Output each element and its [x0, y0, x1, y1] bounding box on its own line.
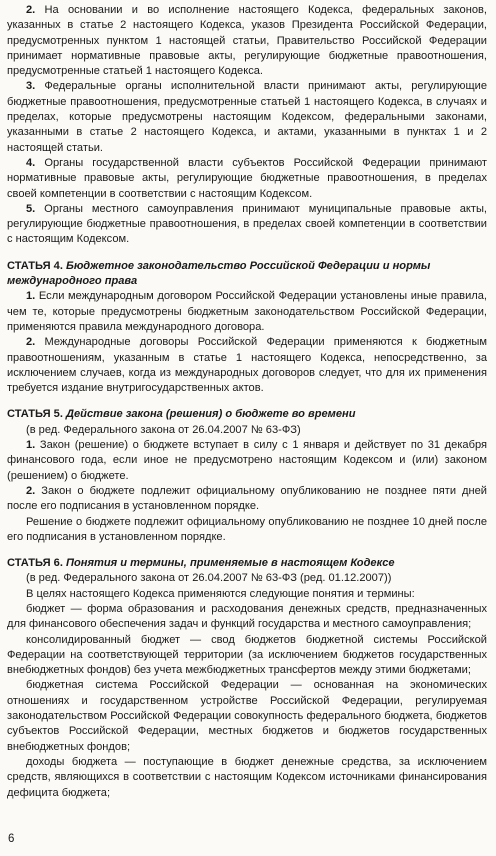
article-5-body [7, 438, 487, 545]
article-6-body [7, 587, 487, 801]
paragraph-number: 1. [26, 439, 36, 452]
article-6-edit-note: (в ред. Федерального закона от 26.04.2007 № 63-ФЗ (ред. 01.12.2007)) [26, 572, 392, 585]
paragraph-text: Решение о бюджете подлежит официальному опубликованию не позднее 10 дней после его подписания в установленном порядке. [7, 515, 487, 543]
article-6 [7, 556, 487, 801]
paragraph [7, 678, 487, 754]
paragraph-number: 2. [26, 336, 36, 349]
paragraph [7, 587, 487, 602]
paragraph-text: бюджет — форма образования и расходования денежных средств, предназначенных для финансового обеспечения задач и функций государства и местного самоуправления; [7, 602, 487, 631]
paragraph [7, 755, 487, 801]
paragraph [7, 289, 487, 335]
paragraph-number: 4. [26, 156, 36, 169]
paragraph-text: Международные договоры Российской Федерации применяются к бюджетным правоотношениям, указанным в статье 1 настоящего Кодекса, непосредственно, за исключением случаев, когда из международных договоров следует, что для их применения требуется издание внутригосударственных актов. [7, 336, 487, 395]
paragraph-number: 3. [26, 80, 36, 93]
paragraph-text: Если международным договором Российской Федерации установлены иные правила, чем те, которые предусмотрены бюджетным законодательством Российской Федерации, применяются правила международного договора. [7, 290, 487, 333]
paragraph-text: консолидированный бюджет — свод бюджетов бюджетной системы Российской Федерации на соответствующей территории (за исключением бюджетов государственных внебюджетных фондов) без учета межбюджетных трансфертов между этими бюджетами; [7, 633, 487, 677]
paragraph-text: доходы бюджета — поступающие в бюджет денежные средства, за исключением средств, являющихся в соответствии с настоящим Кодексом источниками финансирования дефицита бюджета; [7, 755, 487, 799]
paragraph-number: 2. [26, 4, 36, 16]
paragraph-text: Федеральные органы исполнительной власти принимают акты, регулирующие бюджетные правоотношения, предусмотренные статьей 1 настоящего Кодекса, в случаях и пределах, которые предусмотрены настоящим Кодексом, федеральными законами, указанными в статье 2 настоящего Кодекса, и актами, указанными в пунктах 1 и 2 настоящей статьи. [7, 80, 487, 154]
paragraph-number: 2. [26, 484, 36, 497]
intro-section [7, 3, 487, 248]
article-5-label: СТАТЬЯ 5. [7, 408, 63, 421]
page-number: 6 [8, 833, 15, 845]
paragraph-text: На основании и во исполнение настоящего Кодекса, федеральных законов, указанных в статье 2 настоящего Кодекса, указов Президента Российской Федерации, предусмотренных пунктом 1 настоящей статьи, Правительство Российской Федерации принимает нормативные правовые акты, регулирующие бюджетные правоотношения, предусмотренные статьей 1 настоящего Кодекса. [7, 4, 487, 78]
article-5 [7, 407, 487, 545]
paragraph [7, 633, 487, 679]
paragraph [7, 202, 487, 248]
article-6-heading [7, 556, 487, 571]
paragraph [7, 515, 487, 546]
article-5-edit-note: (в ред. Федерального закона от 26.04.2007 № 63-ФЗ) [26, 423, 301, 436]
article-5-heading [7, 407, 487, 422]
paragraph [7, 335, 487, 396]
paragraph [7, 79, 487, 155]
article-4-title: Бюджетное законодательство Российской Федерации и нормы международного права [7, 259, 431, 288]
article-5-title: Действие закона (решения) о бюджете во времени [62, 408, 356, 421]
paragraph-number: 1. [26, 290, 36, 303]
article-4 [7, 259, 487, 397]
paragraph-text: Закон о бюджете подлежит официальному опубликованию не позднее пяти дней после его подписания в установленном порядке. [7, 484, 487, 513]
article-6-title: Понятия и термины, применяемые в настоящем Кодексе [62, 557, 395, 570]
paragraph [7, 3, 487, 79]
paragraph [7, 156, 487, 202]
article-4-label: СТАТЬЯ 4. [7, 259, 63, 272]
paragraph-text: Закон (решение) о бюджете вступает в силу с 1 января и действует по 31 декабря финансового года, если иное не предусмотрено настоящим Кодексом и (или) законом (решением) о бюджете. [7, 439, 487, 482]
article-4-heading [7, 259, 487, 290]
paragraph [7, 484, 487, 515]
article-4-body [7, 289, 487, 396]
paragraph-text: бюджетная система Российской Федерации — основанная на экономических отношениях и государственном устройстве Российской Федерации, регулируемая законодательством Российской Федерации совокупность федерального бюджета, бюджетов субъектов Российской Федерации, местных бюджетов и бюджетов государственных внебюджетных фондов; [7, 679, 487, 753]
paragraph-text: Органы государственной власти субъектов Российской Федерации принимают нормативные правовые акты, регулирующие бюджетные правоотношения, в пределах своей компетенции в соответствии с настоящим Кодексом. [7, 156, 487, 200]
paragraph-text: Органы местного самоуправления принимают муниципальные правовые акты, регулирующие бюджетные правоотношения, в пределах своей компетенции в соответствии с настоящим Кодексом. [7, 202, 487, 246]
paragraph [7, 438, 487, 484]
paragraph [7, 602, 487, 633]
paragraph-text: В целях настоящего Кодекса применяются следующие понятия и термины: [26, 587, 415, 600]
paragraph-number: 5. [26, 202, 36, 215]
article-6-label: СТАТЬЯ 6. [7, 557, 63, 570]
